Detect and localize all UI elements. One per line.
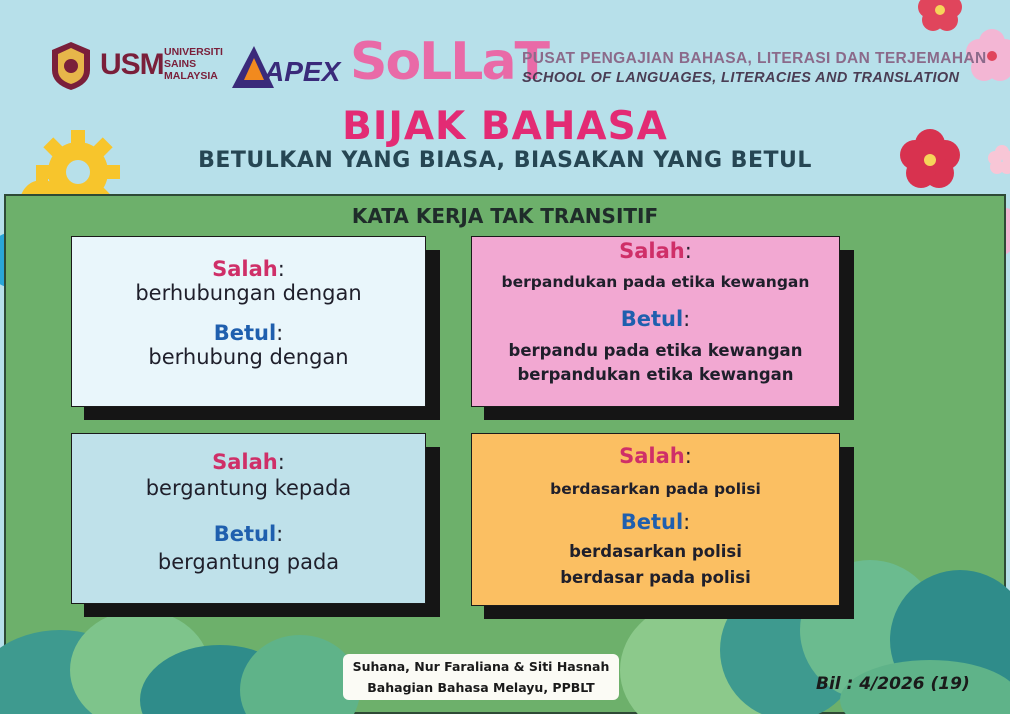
- betul-heading: [72, 522, 425, 546]
- salah-heading: [72, 450, 425, 474]
- colon: :: [277, 450, 285, 474]
- betul-text: berdasarkan polisi: [569, 542, 742, 561]
- betul-label: Betul: [213, 321, 277, 345]
- colon: :: [684, 444, 692, 468]
- institution-name-malay: PUSAT PENGAJIAN BAHASA, LITERASI DAN TERJEMAHAN: [522, 50, 987, 67]
- apex-logo-text: APEX: [264, 56, 341, 87]
- sollat-logo-text: SoLLaT: [350, 32, 549, 92]
- salah-heading: [472, 239, 839, 263]
- card-berhubung: [71, 236, 426, 407]
- colon: :: [683, 307, 691, 331]
- colon: :: [684, 239, 692, 263]
- credit-authors: Suhana, Nur Faraliana & Siti Hasnah: [352, 659, 610, 674]
- betul-label: Betul: [213, 522, 277, 546]
- card-berdasar: [471, 433, 840, 606]
- betul-label: Betul: [620, 510, 684, 534]
- institution-name-english: SCHOOL OF LANGUAGES, LITERACIES AND TRANSLATION: [522, 70, 960, 86]
- betul-label: Betul: [620, 307, 684, 331]
- betul-text: bergantung pada: [157, 550, 340, 574]
- credit-unit: Bahagian Bahasa Melayu, PPBLT: [367, 680, 595, 695]
- salah-label: Salah: [212, 257, 278, 281]
- colon: :: [276, 522, 284, 546]
- apex-logo: [228, 40, 342, 92]
- page-title: BIJAK BAHASA: [342, 104, 668, 149]
- betul-heading: [72, 321, 425, 345]
- colon: :: [276, 321, 284, 345]
- credit-box: [343, 654, 619, 700]
- usm-subtitle-line: UNIVERSITI: [164, 46, 223, 58]
- betul-text: berhubung dengan: [148, 345, 349, 369]
- usm-logo-text: USM: [100, 48, 164, 81]
- usm-crest-logo: [48, 40, 94, 92]
- betul-text: berdasar pada polisi: [560, 568, 751, 587]
- board-title: KATA KERJA TAK TRANSITIF: [351, 204, 659, 228]
- salah-label: Salah: [619, 444, 685, 468]
- card-bergantung: [71, 433, 426, 604]
- salah-text: berdasarkan pada polisi: [550, 480, 761, 498]
- colon: :: [683, 510, 691, 534]
- usm-subtitle-line: MALAYSIA: [164, 70, 218, 82]
- betul-text: berpandu pada etika kewangan: [508, 341, 803, 360]
- salah-text: berhubungan dengan: [135, 281, 362, 305]
- usm-subtitle-line: SAINS: [164, 58, 197, 70]
- salah-label: Salah: [212, 450, 278, 474]
- salah-heading: [72, 257, 425, 281]
- salah-label: Salah: [619, 239, 685, 263]
- page-subtitle: BETULKAN YANG BIASA, BIASAKAN YANG BETUL: [198, 148, 812, 173]
- issue-number: Bil : 4/2026 (19): [816, 674, 970, 694]
- betul-heading: [472, 307, 839, 331]
- usm-logo-subtitle: [164, 46, 234, 82]
- salah-text: bergantung kepada: [145, 476, 352, 500]
- betul-text: berpandukan etika kewangan: [517, 365, 794, 384]
- card-berpandu: [471, 236, 840, 407]
- salah-text: berpandukan pada etika kewangan: [501, 273, 810, 291]
- salah-heading: [472, 444, 839, 468]
- colon: :: [277, 257, 285, 281]
- betul-heading: [472, 510, 839, 534]
